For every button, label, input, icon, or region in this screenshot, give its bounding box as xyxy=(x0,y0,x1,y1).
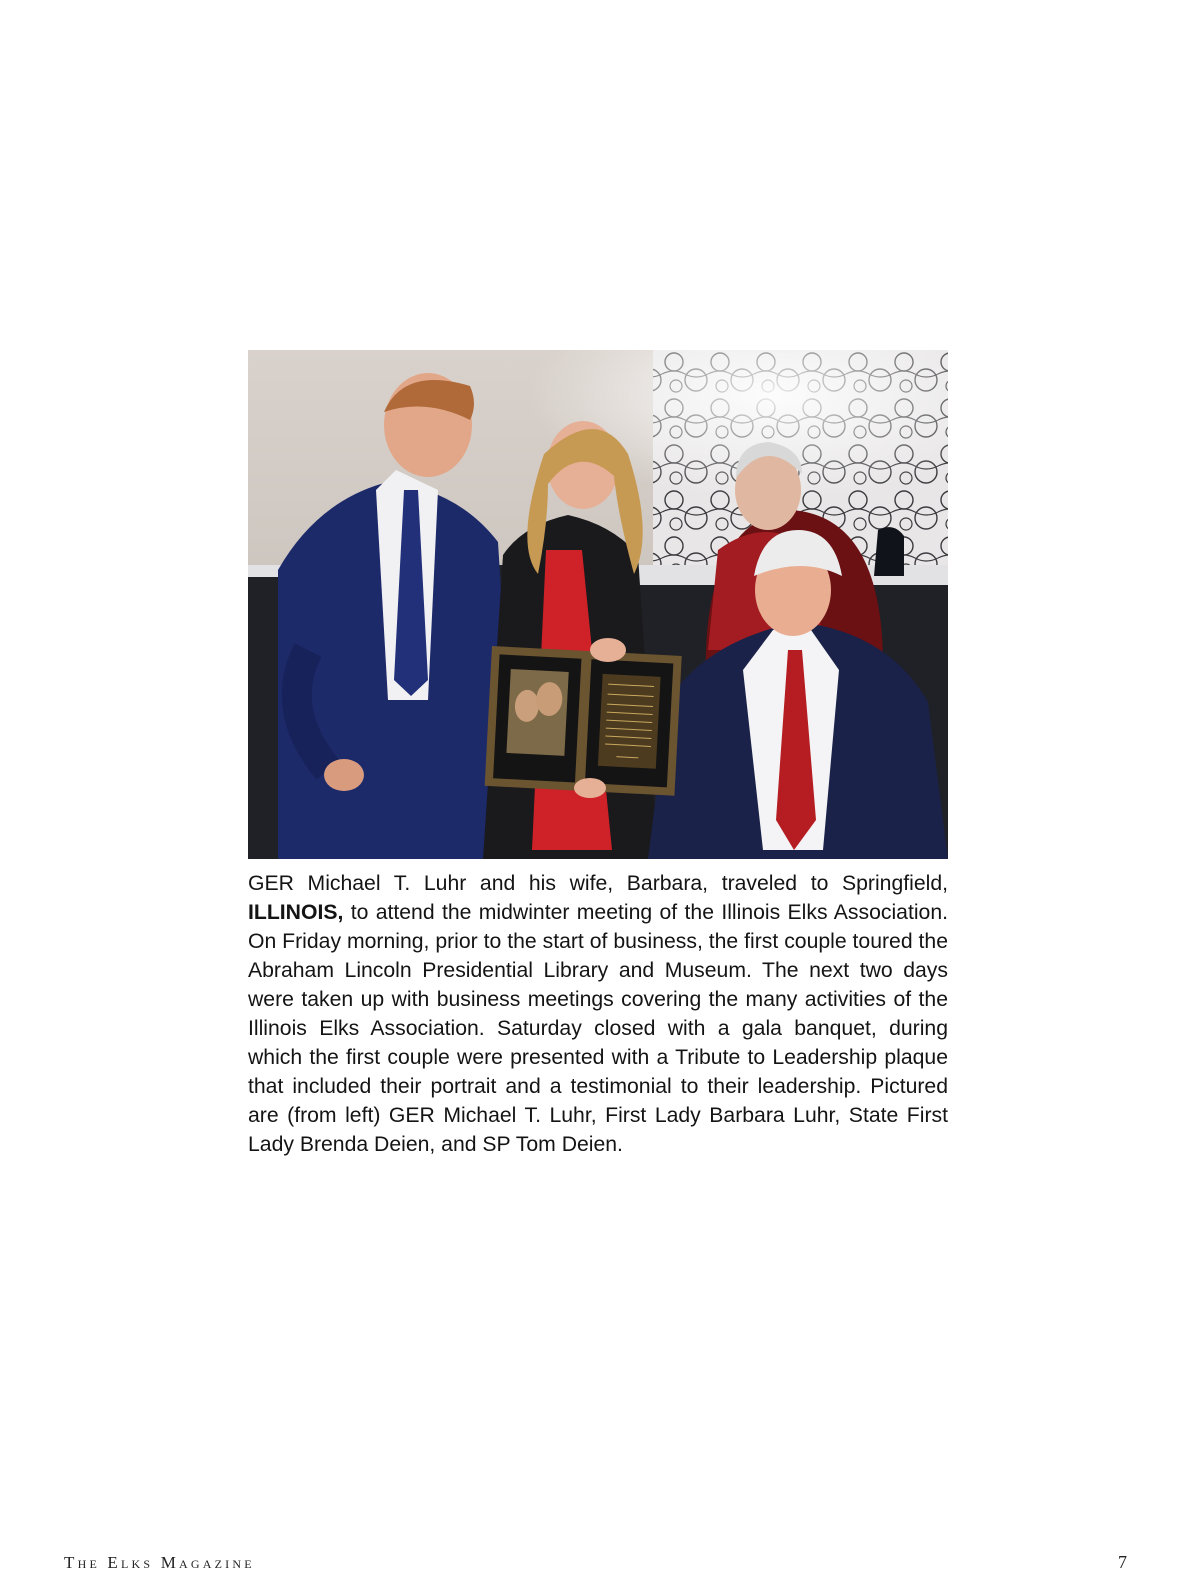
photo-caption xyxy=(248,869,948,1159)
event-photo xyxy=(248,350,948,859)
caption-state-highlight: ILLINOIS, xyxy=(248,901,344,924)
magazine-title: The Elks Magazine xyxy=(64,1553,255,1572)
page-number: 7 xyxy=(1118,1552,1127,1572)
caption-text-start: GER Michael T. Luhr and his wife, Barbara, traveled to Springfield, xyxy=(248,872,948,895)
caption-text-rest: to attend the midwinter meeting of the Illinois Elks Association. On Friday morning, prior to the start of business, the first couple toured the Abraham Lincoln Presidential Library and Museum. The next two days were taken up with business meetings covering the many activities of the Illinois Elks Association. Saturday closed with a gala banquet, during which the first couple were presented with a Tribute to Leadership plaque that included their portrait and a testimonial to their leadership. Pictured are (from left) GER Michael T. Luhr, First Lady Barbara Luhr, State First Lady Brenda Deien, and SP Tom Deien. xyxy=(248,901,948,1156)
